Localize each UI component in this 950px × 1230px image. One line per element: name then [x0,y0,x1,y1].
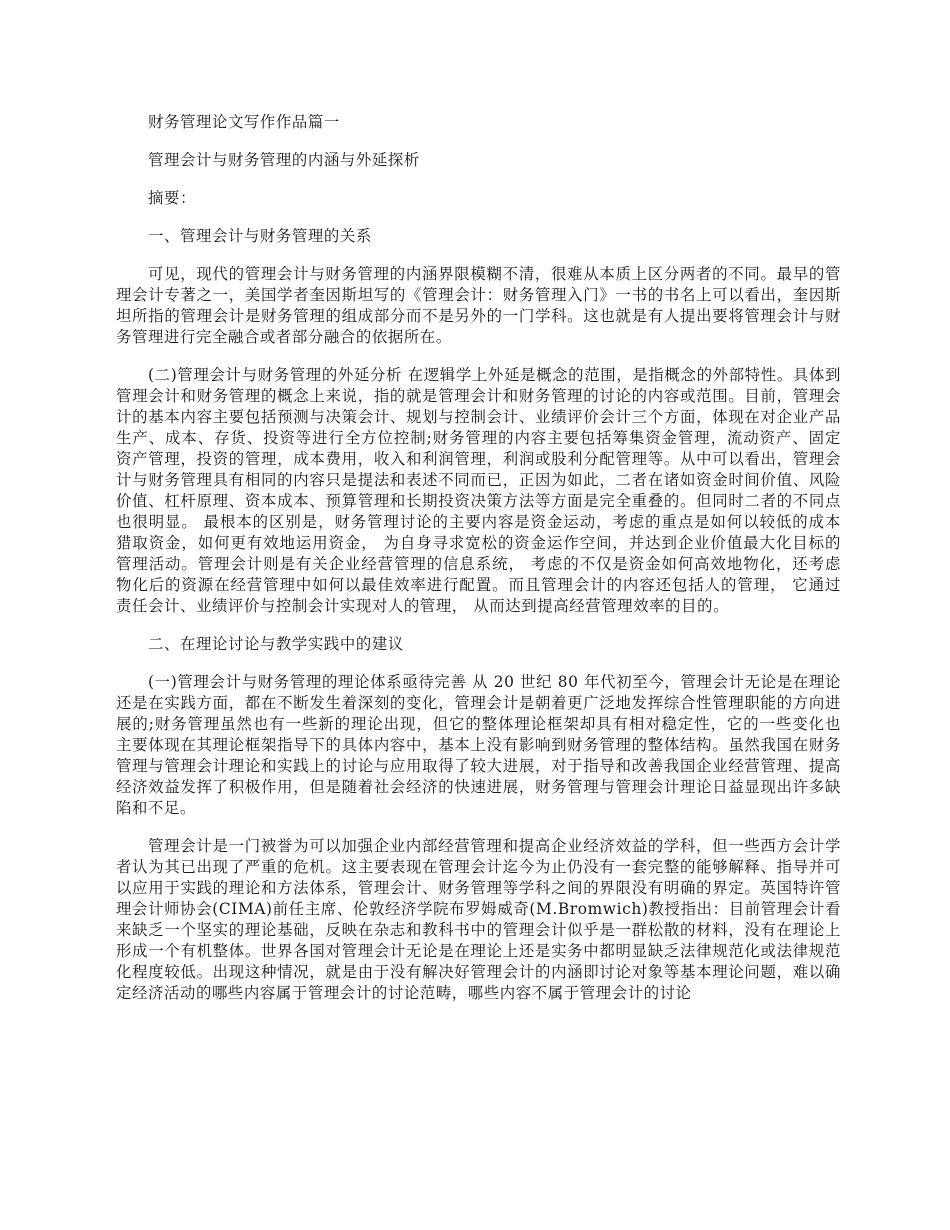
paragraph-1: 可见，现代的管理会计与财务管理的内涵界限模糊不清，很难从本质上区分两者的不同。最早的管理会计专著之一，美国学者奎因斯坦写的《管理会计：财务管理入门》一书的书名上可以看出，奎因斯坦所指的管理会计是财务管理的组成部分而不是另外的一门学科。这也就是有人提出要将管理会计与财务管理进行完全融合或者部分融合的依据所在。 [116,265,841,346]
document-body [116,112,841,1021]
abstract-label: 摘要： [148,189,196,207]
paragraph-2: (二)管理会计与财务管理的外延分析 在逻辑学上外延是概念的范围，是指概念的外部特性。具体到管理会计和财务管理的概念上来说，指的就是管理会计和财务管理的讨论的内容或范围。目前，管理会计的基本内容主要包括预测与决策会计、规划与控制会计、业绩评价会计三个方面，体现在对企业产品生产、成本、存货、投资等进行全方位控制;财务管理的内容主要包括筹集资金管理，流动资产、固定资产管理，投资的管理，成本费用，收入和利润管理，利润或股利分配管理等。从中可以看出，管理会计与财务管理具有相同的内容只是提法和表述不同而已，正因为如此，二者在诸如资金时间价值、风险价值、杠杆原理、资本成本、预算管理和长期投资决策方法等方面是完全重叠的。但同时二者的不同点也很明显。 最根本的区别是，财务管理讨论的主要内容是资金运动，考虑的重点是如何以较低的成本猎取资金，如何更有效地运用资金， 为自身寻求宽松的资金运作空间，并达到企业价值最大化目标的管理活动。管理会计则是有关企业经营管理的信息系统， 考虑的不仅是资金如何高效地物化，还考虑物化后的资源在经营管理中如何以最佳效率进行配置。而且管理会计的内容还包括人的管理， 它通过责任会计、业绩评价与控制会计实现对人的管理， 从而达到提高经营管理效率的目的。 [116,366,841,615]
document-subtitle: 管理会计与财务管理的内涵与外延探析 [148,151,420,169]
document-title: 财务管理论文写作作品篇一 [148,113,340,131]
paragraph-4: 管理会计是一门被誉为可以加强企业内部经营管理和提高企业经济效益的学科，但一些西方会计学者认为其已出现了严重的危机。这主要表现在管理会计迄今为止仍没有一套完整的能够解释、指导并可以应用于实践的理论和方法体系，管理会计、财务管理等学科之间的界限没有明确的界定。英国特许管理会计师协会(CIMA)前任主席、伦敦经济学院布罗姆威奇(M.Bromwich)教授指出：目前管理会计看来缺乏一个坚实的理论基础，反映在杂志和教科书中的管理会计似乎是一群松散的材料，没有在理论上形成一个有机整体。世界各国对管理会计无论是在理论上还是实务中都明显缺乏法律规范化或法律规范化程度较低。出现这种情况，就是由于没有解决好管理会计的内涵即讨论对象等基本理论问题，难以确定经济活动的哪些内容属于管理会计的讨论范畴，哪些内容不属于管理会计的讨论 [116,837,841,1002]
paragraph-3: (一)管理会计与财务管理的理论体系亟待完善 从 20 世纪 80 年代初至今，管理会计无论是在理论还是在实践方面，都在不断发生着深刻的变化，管理会计是朝着更广泛地发挥综合性管理职能的方向进展的;财务管理虽然也有一些新的理论出现，但它的整体理论框架却具有相对稳定性，它的一些变化也主要体现在其理论框架指导下的具体内容中，基本上没有影响到财务管理的整体结构。虽然我国在财务管理与管理会计理论和实践上的讨论与应用取得了较大进展，对于指导和改善我国企业经营管理、提高经济效益发挥了积极作用，但是随着社会经济的快速进展，财务管理与管理会计理论日益显现出许多缺陷和不足。 [116,673,841,817]
section-heading-2: 二、在理论讨论与教学实践中的建议 [148,635,404,653]
section-heading-1: 一、管理会计与财务管理的关系 [148,227,372,245]
